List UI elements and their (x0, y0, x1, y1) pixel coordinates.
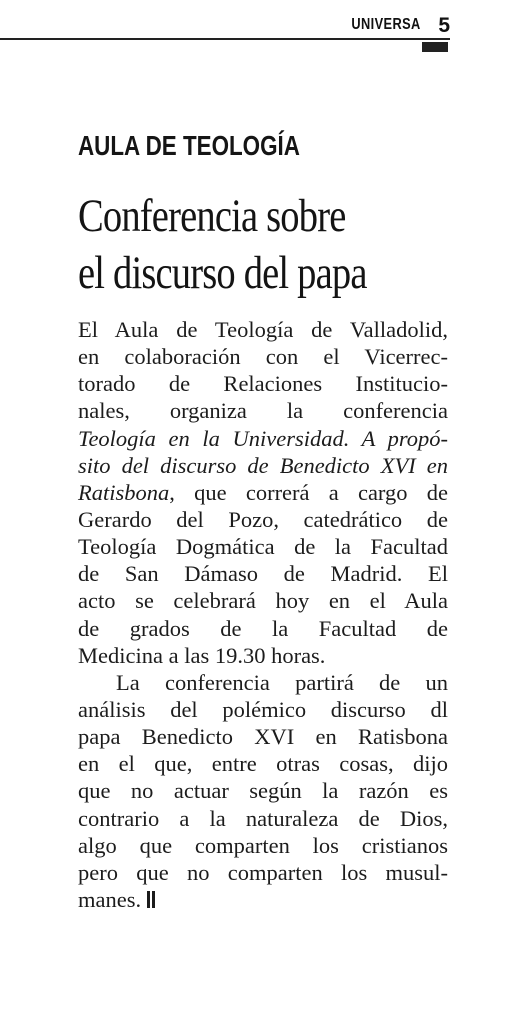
text-line: que no actuar según la razón es (78, 778, 448, 804)
section-name: UNIVERSA (351, 16, 421, 33)
article-body (78, 316, 448, 913)
text-fragment: , que correrá a cargo de (169, 479, 448, 505)
text-line: Teología Dogmática de la Facultad (78, 534, 448, 560)
article-headline (78, 188, 406, 302)
paragraph-1 (78, 316, 448, 669)
article-kicker: AULA DE TEOLOGÍA (78, 130, 300, 161)
text-line: El Aula de Teología de Valladolid, (78, 317, 448, 342)
text-line: La conferencia partirá de un (116, 669, 448, 695)
text-fragment: manes. (78, 886, 142, 912)
italic-title-fragment: Ratisbona (78, 479, 170, 505)
text-line: análisis del polémico discurso dl (78, 696, 448, 722)
headline-line: Conferencia sobre (78, 190, 346, 242)
text-line: de grados de la Facultad de (78, 615, 448, 641)
text-line: algo que comparten los cristianos (78, 832, 448, 858)
text-line-italic: sito del discurso de Benedicto XVI en (78, 452, 448, 478)
header-rule (0, 38, 450, 40)
text-line: contrario a la naturaleza de Dios, (78, 805, 448, 831)
page-header (0, 14, 513, 54)
text-line-final (78, 886, 448, 913)
text-line: de San Dámaso de Madrid. El (78, 561, 448, 587)
text-line: en el que, entre otras cosas, dijo (78, 751, 448, 777)
text-line: papa Benedicto XVI en Ratisbona (78, 724, 448, 750)
text-line: en colaboración con el Vicerrec- (78, 344, 448, 370)
text-line-mixed (78, 479, 448, 506)
end-of-article-mark (147, 891, 150, 908)
headline-line: el discurso del papa (78, 247, 367, 299)
text-line: Gerardo del Pozo, catedrático de (78, 506, 448, 532)
text-line: nales, organiza la conferencia (78, 398, 448, 424)
text-line: Medicina a las 19.30 horas. (78, 642, 326, 668)
text-line: torado de Relaciones Institucio- (78, 371, 448, 397)
text-line: pero que no comparten los musul- (78, 859, 448, 885)
header-block-marker (422, 42, 448, 52)
page-number: 5 (438, 14, 450, 37)
paragraph-2 (78, 669, 448, 913)
text-line-italic: Teología en la Universidad. A propó- (78, 425, 448, 451)
text-line: acto se celebrará hoy en el Aula (78, 588, 448, 614)
